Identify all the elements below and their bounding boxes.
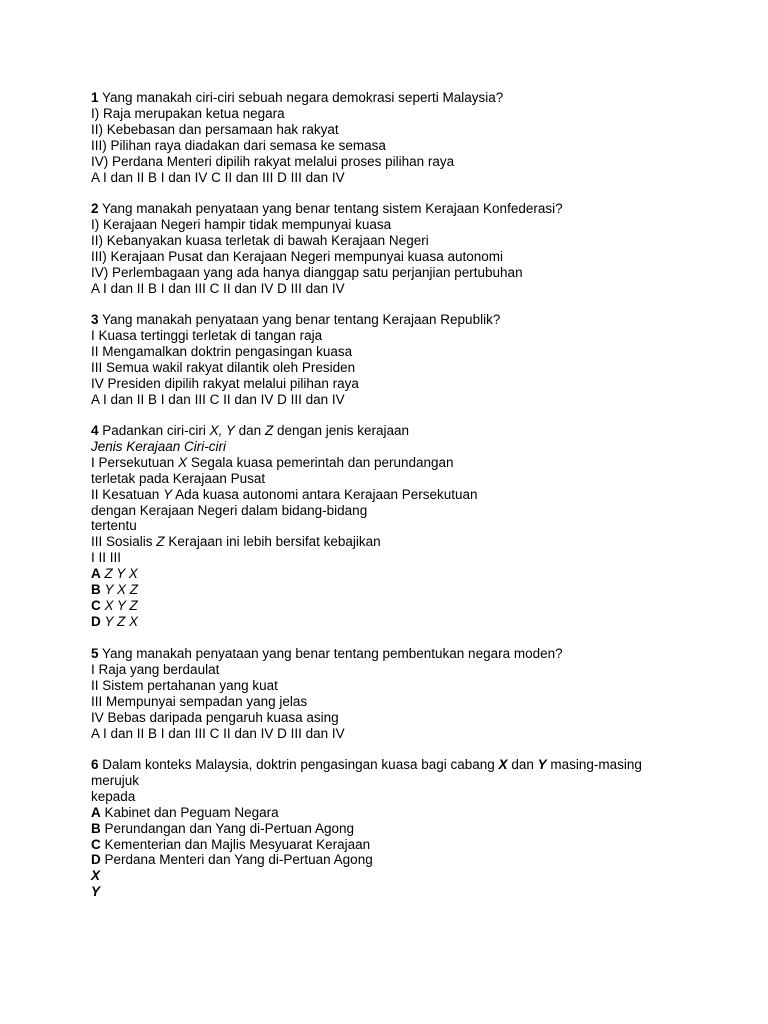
question-number: 5 (91, 646, 99, 661)
answer-options: A I dan II B I dan III C II dan IV D III dan IV (91, 280, 345, 296)
question-stem: 6 Dalam konteks Malaysia, doktrin pengasingan kuasa bagi cabang X dan Y masing-masing (91, 757, 642, 772)
question-stem (91, 201, 691, 217)
statement-2: II) Kebebasan dan persamaan hak rakyat (91, 121, 339, 137)
stem-text: Yang manakah penyataan yang benar tentang pembentukan negara moden? (102, 646, 563, 661)
match-row-2: II Kesatuan Y Ada kuasa autonomi antara Kerajaan Persekutuan (91, 486, 478, 502)
match-row-2-cont-2: tertentu (91, 518, 137, 534)
question-stem (91, 646, 691, 662)
stem-text: Yang manakah ciri-ciri sebuah negara demokrasi seperti Malaysia? (102, 90, 504, 105)
question-number: 4 (91, 423, 99, 438)
statement-2: II Sistem pertahanan yang kuat (91, 677, 278, 693)
question-4 (91, 423, 691, 630)
question-5 (91, 646, 691, 741)
option-d: D Perdana Menteri dan Yang di-Pertuan Agong (91, 852, 373, 868)
statement-3: III) Kerajaan Pusat dan Kerajaan Negeri mempunyai kuasa autonomi (91, 248, 503, 264)
question-2 (91, 201, 691, 296)
answer-options: A I dan II B I dan IV C II dan III D III dan IV (91, 169, 345, 185)
match-row-2-cont: dengan Kerajaan Negeri dalam bidang-bidang (91, 502, 368, 518)
stem-continuation: merujuk (91, 772, 140, 788)
statement-4: IV Presiden dipilih rakyat melalui pilihan raya (91, 375, 359, 391)
option-c: C X Y Z (91, 597, 138, 613)
option-a: A Z Y X (91, 566, 138, 582)
statement-1: I) Raja merupakan ketua negara (91, 105, 285, 121)
statement-3: III) Pilihan raya diadakan dari semasa ke semasa (91, 137, 386, 153)
option-d: D Y Z X (91, 613, 139, 629)
statement-3: III Semua wakil rakyat dilantik oleh Presiden (91, 359, 356, 375)
question-number: 3 (91, 312, 99, 327)
answer-options: A I dan II B I dan III C II dan IV D III dan IV (91, 391, 345, 407)
table-header: Jenis Kerajaan Ciri-ciri (91, 438, 227, 454)
option-b: B Perundangan dan Yang di-Pertuan Agong (91, 820, 354, 836)
option-b: B Y X Z (91, 582, 139, 598)
column-y: Y (91, 884, 101, 900)
match-row-1: I Persekutuan X Segala kuasa pemerintah dan perundangan (91, 454, 454, 470)
statement-4: IV Bebas daripada pengaruh kuasa asing (91, 709, 339, 725)
answer-options: A I dan II B I dan III C II dan IV D III dan IV (91, 725, 345, 741)
statement-1: I Raja yang berdaulat (91, 661, 220, 677)
statement-1: I) Kerajaan Negeri hampir tidak mempunyai kuasa (91, 216, 392, 232)
stem-text: Yang manakah penyataan yang benar tentang sistem Kerajaan Konfederasi? (102, 201, 563, 216)
column-x: X (91, 868, 101, 884)
question-1 (91, 90, 691, 185)
question-3 (91, 312, 691, 407)
statement-2: II Mengamalkan doktrin pengasingan kuasa (91, 343, 353, 359)
statement-4: IV) Perlembagaan yang ada hanya dianggap satu perjanjian pertubuhan (91, 264, 523, 280)
option-a: A Kabinet dan Peguam Negara (91, 804, 279, 820)
match-row-3: III Sosialis Z Kerajaan ini lebih bersifat kebajikan (91, 534, 381, 550)
question-stem (91, 90, 691, 106)
question-6 (91, 757, 691, 900)
question-number: 2 (91, 201, 99, 216)
statement-1: I Kuasa tertinggi terletak di tangan raja (91, 327, 323, 343)
question-number: 1 (91, 90, 99, 105)
statement-2: II) Kebanyakan kuasa terletak di bawah Kerajaan Negeri (91, 232, 429, 248)
question-stem: 4 Padankan ciri-ciri X, Y dan Z dengan jenis kerajaan (91, 423, 410, 438)
stem-text: Yang manakah penyataan yang benar tentang Kerajaan Republik? (102, 312, 501, 327)
statement-4: IV) Perdana Menteri dipilih rakyat melalui proses pilihan raya (91, 153, 455, 169)
question-stem (91, 312, 691, 328)
statement-3: III Mempunyai sempadan yang jelas (91, 693, 308, 709)
option-c: C Kementerian dan Majlis Mesyuarat Kerajaan (91, 836, 371, 852)
match-row-1-cont: terletak pada Kerajaan Pusat (91, 470, 266, 486)
column-headers: I II III (91, 550, 122, 566)
stem-continuation-2: kepada (91, 788, 136, 804)
question-number: 6 (91, 757, 99, 772)
